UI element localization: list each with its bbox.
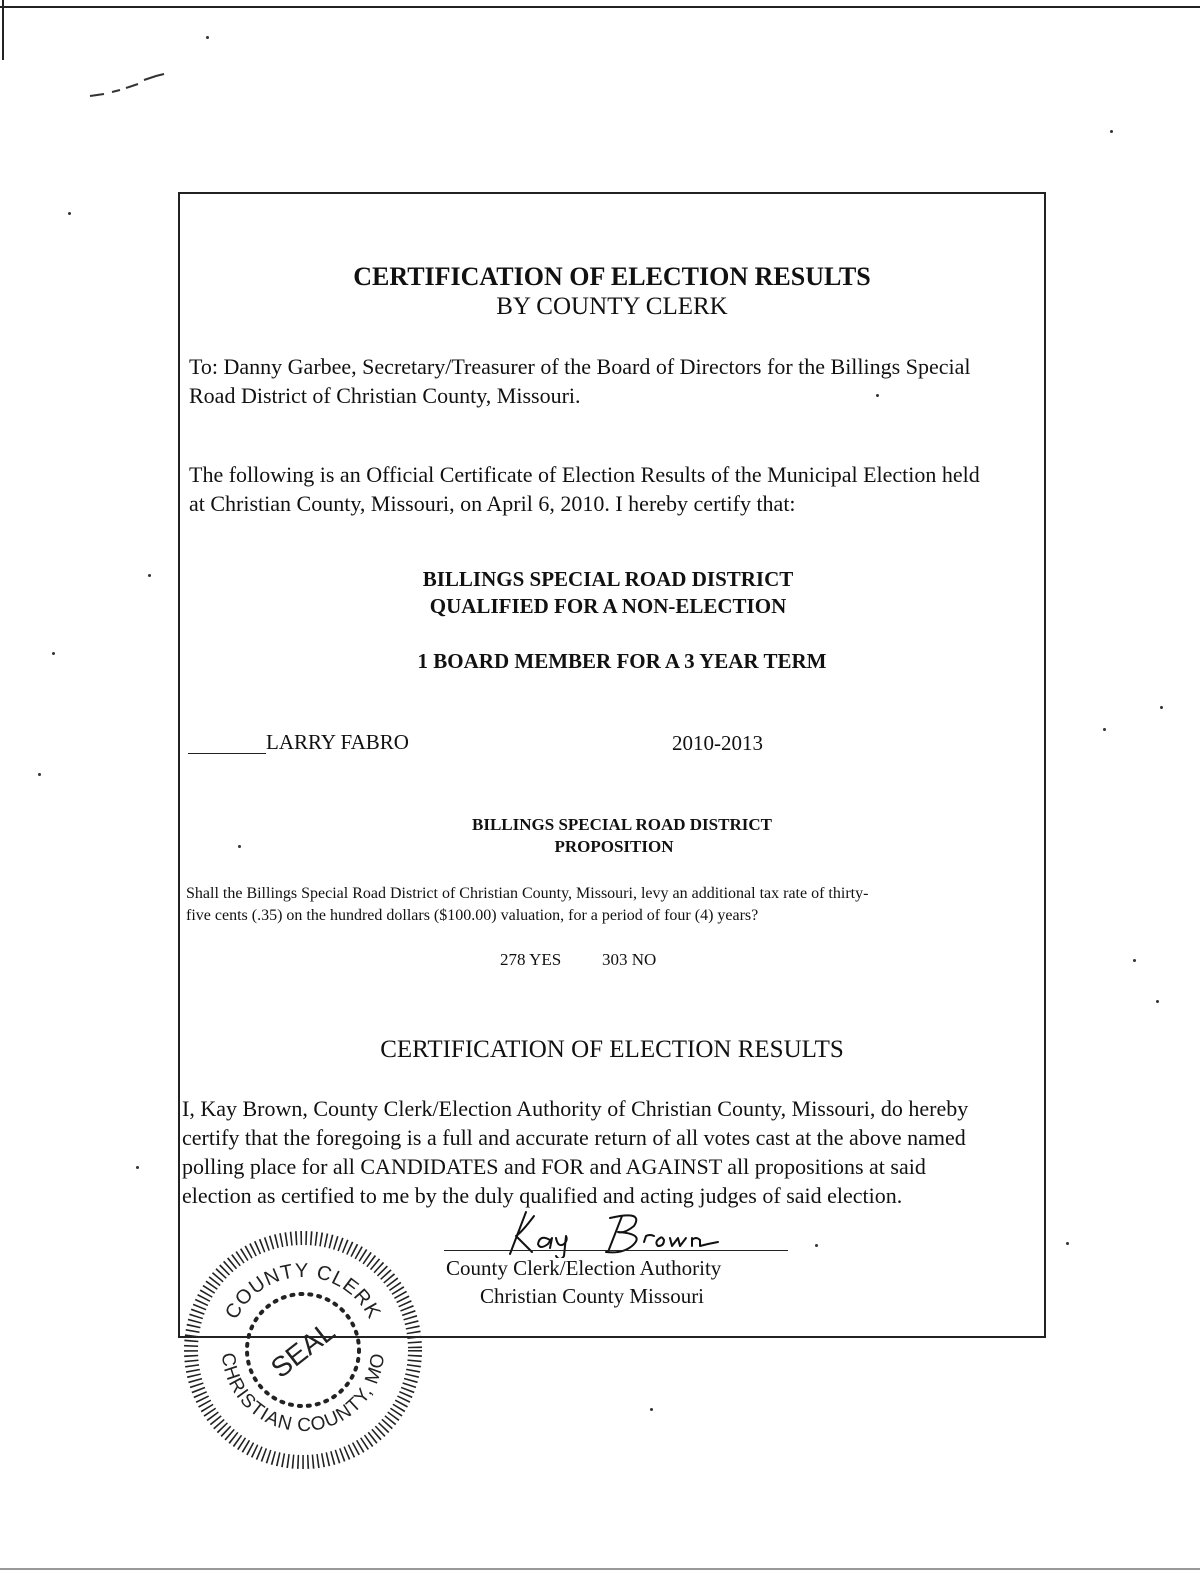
certification-line: polling place for all CANDIDATES and FOR and AGAINST all propositions at said	[182, 1154, 926, 1179]
scan-mark	[86, 66, 176, 102]
district-status: QUALIFIED FOR A NON-ELECTION	[429, 594, 787, 618]
intro-line: The following is an Official Certificate of Election Results of the Municipal Election held	[189, 462, 980, 487]
proposition-line: five cents (.35) on the hundred dollars ($100.00) valuation, for a period of four (4) years?	[186, 907, 759, 924]
scan-speck	[1103, 728, 1106, 731]
yes-vote-count: 278 YES	[500, 950, 562, 969]
intro-paragraph	[189, 460, 1039, 518]
scan-speck	[38, 773, 41, 776]
scan-speck	[206, 36, 209, 39]
scan-speck	[1156, 1000, 1159, 1003]
seal-top-text: COUNTY CLERK	[221, 1259, 385, 1323]
scan-speck	[1133, 959, 1136, 962]
scan-speck	[1066, 1242, 1069, 1245]
scan-edge-bottom	[0, 1568, 1200, 1570]
proposition-heading: BILLINGS SPECIAL ROAD DISTRICT	[472, 815, 772, 834]
no-vote-count: 303 NO	[602, 950, 657, 969]
scan-speck	[136, 1166, 139, 1169]
seal-bottom-text: CHRISTIAN COUNTY, MO	[216, 1351, 390, 1437]
seat-heading: 1 BOARD MEMBER FOR A 3 YEAR TERM	[417, 649, 827, 673]
certification-line: I, Kay Brown, County Clerk/Election Authority of Christian County, Missouri, do hereby	[182, 1096, 969, 1121]
recipient-paragraph	[189, 352, 1039, 410]
document-title: CERTIFICATION OF ELECTION RESULTS	[353, 262, 871, 291]
seal-center-text: SEAL	[264, 1315, 341, 1384]
intro-line: at Christian County, Missouri, on April 6, 2010. I hereby certify that:	[189, 491, 796, 516]
scan-speck	[148, 574, 151, 577]
scan-edge-left	[2, 0, 4, 60]
signature-line	[444, 1250, 788, 1251]
proposition-line: Shall the Billings Special Road District of Christian County, Missouri, levy an additional tax rate of thirty-	[186, 885, 869, 902]
scan-speck	[650, 1408, 653, 1411]
scan-edge-top	[0, 6, 1200, 8]
certification-line: certify that the foregoing is a full and accurate return of all votes cast at the above named	[182, 1125, 966, 1150]
candidate-blank-line	[188, 753, 266, 754]
recipient-line: Road District of Christian County, Missouri.	[189, 383, 581, 408]
scan-speck	[68, 212, 71, 215]
candidate-name: LARRY FABRO	[266, 730, 409, 754]
document-subtitle: BY COUNTY CLERK	[496, 293, 728, 320]
district-heading: BILLINGS SPECIAL ROAD DISTRICT	[422, 567, 794, 591]
county-clerk-seal	[178, 1225, 428, 1475]
proposition-label: PROPOSITION	[554, 837, 674, 856]
recipient-line: To: Danny Garbee, Secretary/Treasurer of the Board of Directors for the Billings Special	[189, 354, 971, 379]
scan-speck	[1110, 130, 1113, 133]
candidate-term: 2010-2013	[672, 731, 763, 755]
certification-heading: CERTIFICATION OF ELECTION RESULTS	[380, 1036, 844, 1063]
scan-speck	[1160, 706, 1163, 709]
proposition-text	[186, 883, 1036, 927]
certification-paragraph	[182, 1094, 1042, 1210]
signer-title: County Clerk/Election Authority	[446, 1256, 722, 1280]
signer-location: Christian County Missouri	[480, 1284, 705, 1308]
scan-speck	[52, 652, 55, 655]
certification-line: election as certified to me by the duly qualified and acting judges of said election.	[182, 1183, 903, 1208]
